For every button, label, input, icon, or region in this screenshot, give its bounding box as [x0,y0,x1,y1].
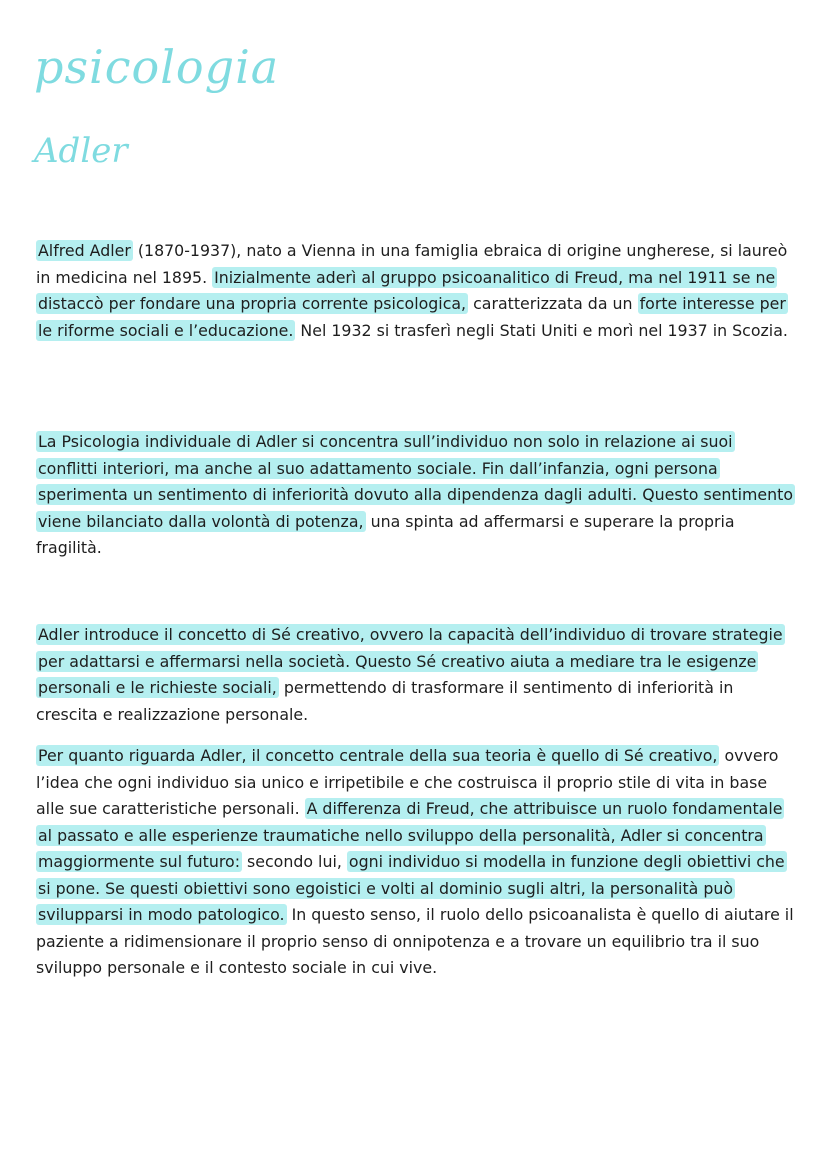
body-text: (1870-1937), nato a Vienna in una famiglia ebraica di origine ungherese, si laureò in medicina nel 1895. [36,241,788,287]
highlighted-text: La Psicologia individuale di Adler si concentra sull’individuo non solo in relazione ai suoi conflitti interiori, ma anche al suo adattamento sociale. Fin dall’infanzia, ogni persona sperimenta un sentimento di inferiorità dovuto alla dipendenza dagli adulti. Questo sentimento viene bilanciato dalla volontà di potenza, [38,432,793,531]
body-text: In questo senso, il ruolo dello psicoanalista è quello di aiutare il paziente a ridimensionare il proprio senso di onnipotenza e a trovare un equilibrio tra il suo sviluppo personale e il contesto sociale in cui vive. [36,905,794,977]
page-title: psicologia [34,40,280,94]
body-text: permettendo di trasformare il sentimento di inferiorità in crescita e realizzazione personale. [36,678,734,724]
highlighted-text: Per quanto riguarda Adler, il concetto centrale della sua teoria è quello di Sé creativo, [38,746,718,765]
body-text: una spinta ad affermarsi e superare la propria fragilità. [36,511,735,557]
highlighted-text: forte interesse per le riforme sociali e l’educazione. [38,294,786,340]
highlighted-text: Inizialmente aderì al gruppo psicoanalitico di Freud, ma nel 1911 se ne distaccò per fondare una propria corrente psicologica, [38,267,776,313]
body-text: caratterizzata da un [468,294,638,313]
section-subtitle: Adler [34,131,128,171]
body-text: secondo lui, [242,852,347,871]
body-text: Nel 1932 si trasferì negli Stati Uniti e morì nel 1937 in Scozia. [295,320,788,340]
highlighted-text: Alfred Adler [38,241,131,260]
highlighted-text: Adler introduce il concetto di Sé creativo, ovvero la capacità dell’individuo di trovare strategie per adattarsi e affermarsi nella società. Questo Sé creativo aiuta a mediare tra le esigenze personali e le richieste sociali, [38,625,783,697]
paragraph-individual-psychology [36,429,796,562]
highlighted-text: ogni individuo si modella in funzione degli obiettivi che si pone. Se questi obiettivi sono egoistici e volti al dominio sugli altri, la personalità può svilupparsi in modo patologico. [38,852,785,924]
paragraph-adler-vs-freud [36,743,796,982]
paragraph-biography [36,238,796,344]
highlighted-text: A differenza di Freud, che attribuisce un ruolo fondamentale al passato e alle esperienze traumatiche nello sviluppo della personalità, Adler si concentra maggiormente sul futuro: [38,799,783,871]
paragraph-creative-self [36,622,796,728]
body-text: ovvero l’idea che ogni individuo sia unico e irripetibile e che costruisca il proprio stile di vita in base alle sue caratteristiche personali. [36,746,779,818]
